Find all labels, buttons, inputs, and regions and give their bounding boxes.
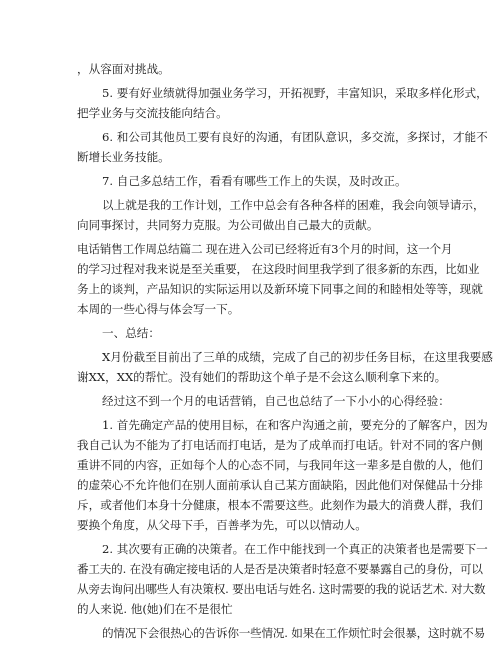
text-line: 7. 自己多总结工作，看看有哪些工作上的失误，及时改正。 [102,174,407,188]
text-line: 从旁去询问出哪些人有决策权. 要出电话与姓名. 这时需要的我的说话艺术. 对大数 [77,582,486,596]
text-line: 我自己认为不能为了打电话而打电话，是为了成单而打电话。针对不同的客户侧 [77,438,483,452]
text-line: 斥，或者他们本身十分健康，根本不需要这些。此刻作为最大的消费人群，我们 [77,498,483,512]
text-line: 向同事探讨，共同努力克服。为公司做出自己最大的贡献。 [77,218,379,232]
text-line: 本周的一些心得与体会写一下。 [77,302,240,316]
text-line: 1. 首先确定产品的使用目标，在和客户沟通之前，要充分的了解客户，因为 [102,418,488,432]
text-line: 的虚荣心不允许他们在别人面前承认自己某方面缺陷，因此他们对保健品十分排 [77,478,483,492]
text-line: 6. 和公司其他员工要有良好的沟通，有团队意识，多交流，多探讨，才能不 [102,130,488,144]
text-line: 的人来说. 他(她)们在不是很忙 [77,602,233,616]
text-line: 务上的谈判，产品知识的实际运用以及新环境下同事之间的和睦相处等等，现就 [77,282,483,296]
text-line: 经过这不到一个月的电话营销，自己也总结了一下小小的心得经验： [102,394,450,408]
text-line: X月份截至目前出了三单的成绩，完成了自己的初步任务目标，在这里我要感 [102,350,493,364]
text-line: 以上就是我的工作计划，工作中总会有各种各样的困难，我会向领导请示， [102,198,485,212]
text-line: 重讲不同的内容，正如每个人的心态不同，与我同年这一辈多是自傲的人，他们 [77,458,483,472]
text-line: 把学业务与交流技能向结合。 [77,106,228,120]
text-line: ，从容面对挑战。 [77,62,170,76]
text-line: 的学习过程对我来说是至关重要， 在这段时间里我学到了很多新的东西，比如业 [77,262,480,276]
text-line: 的情况下会很热心的告诉你一些情况. 如果在工作烦忙时会很暴，这时就不易 [102,626,485,640]
text-line: 5. 要有好业绩就得加强业务学习，开拓视野，丰富知识，采取多样化形式， [102,86,488,100]
text-line: 谢XX，XX的帮忙。没有她们的帮助这个单子是不会这么顺利拿下来的。 [77,370,447,384]
text-line: 番工夫的. 在没有确定接电话的人是否是决策者时轻意不要暴露自己的身份，可以 [77,562,483,576]
text-line: 断增长业务技能。 [77,150,170,164]
section-heading: 一、总结： [102,326,160,340]
text-line: 电话销售工作周总结篇二 现在进入公司已经将近有3个月的时间，这一个月 [77,242,453,256]
text-line: 2. 其次要有正确的决策者。在工作中能找到一个真正的决策者也是需要下一 [102,542,488,556]
text-line: 要换个角度，从父母下手，百善孝为先，可以以情动人。 [77,518,367,532]
